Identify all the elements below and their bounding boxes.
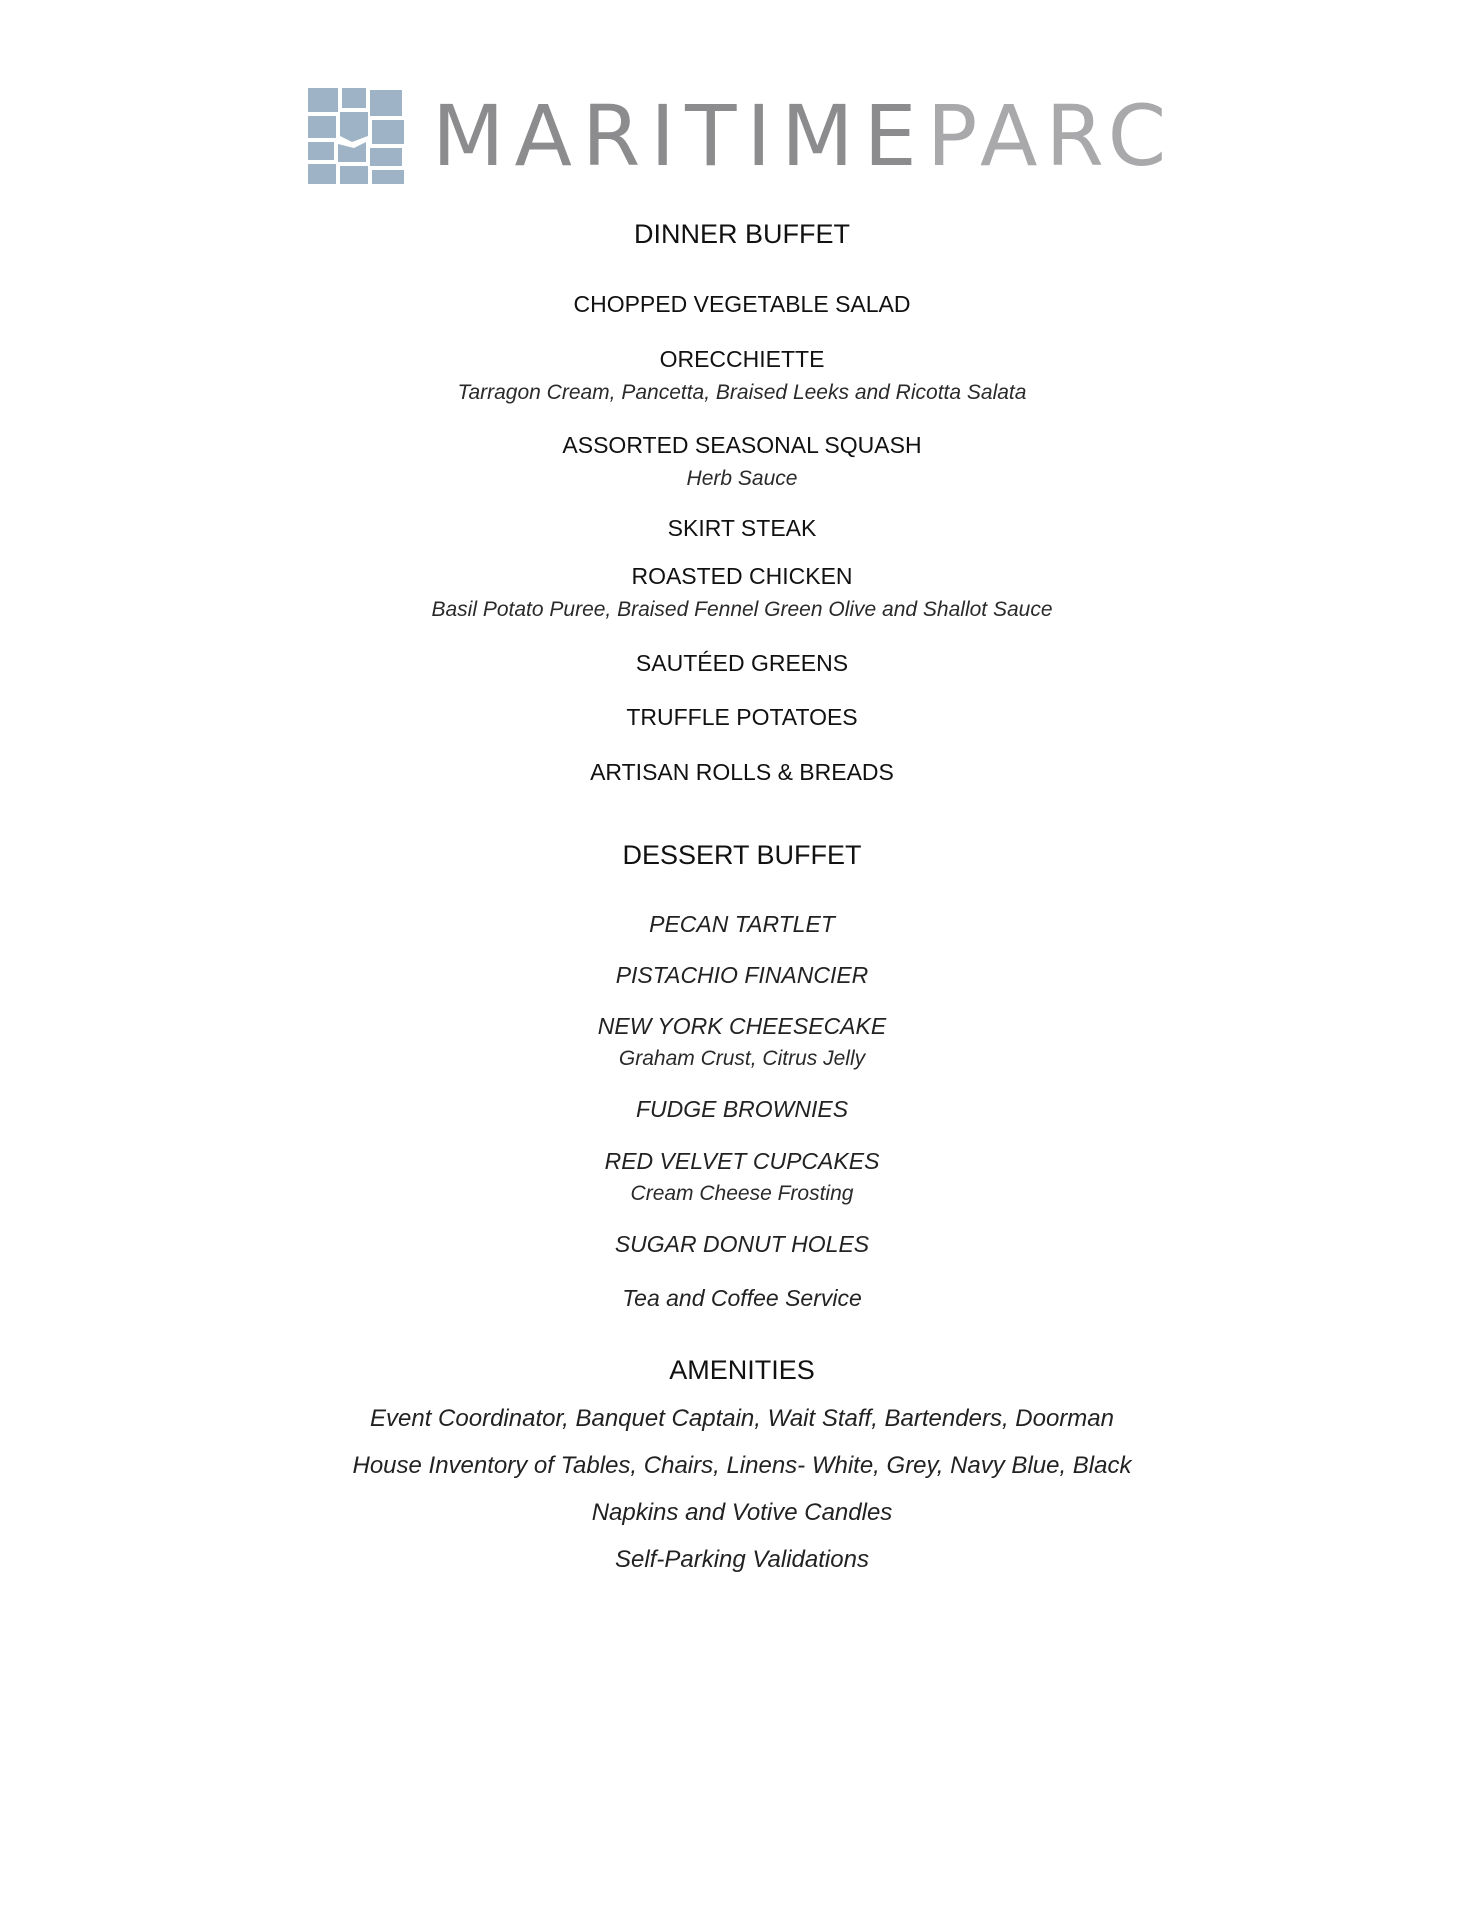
dinner-item-name: SAUTÉED GREENS	[635, 650, 849, 676]
dinner-item-name: SKIRT STEAK	[667, 515, 817, 541]
dinner-item-name: ROASTED CHICKEN	[631, 563, 853, 589]
dessert-item-name: FUDGE BROWNIES	[635, 1096, 849, 1122]
dessert-item-name: PISTACHIO FINANCIER	[615, 962, 869, 988]
dessert-item-description: Cream Cheese Frosting	[630, 1182, 854, 1205]
dinner-item-name: ORECCHIETTE	[659, 346, 825, 372]
dessert-buffet-title: DESSERT BUFFET	[622, 840, 862, 870]
dessert-item-name: RED VELVET CUPCAKES	[604, 1148, 880, 1174]
logo-word-parc: PARC	[926, 87, 1175, 185]
maritime-parc-logo	[306, 86, 1186, 186]
dinner-item-name: CHOPPED VEGETABLE SALAD	[573, 291, 911, 317]
logo-word-maritime: MARITIME	[432, 87, 927, 185]
dinner-item-description: Basil Potato Puree, Braised Fennel Green Olive and Shallot Sauce	[431, 598, 1053, 621]
dessert-item-name: NEW YORK CHEESECAKE	[597, 1013, 887, 1039]
amenity-line: Event Coordinator, Banquet Captain, Wait Staff, Bartenders, Doorman	[370, 1405, 1114, 1432]
logo-wordmark	[432, 86, 1174, 186]
amenities-title: AMENITIES	[669, 1355, 815, 1385]
dinner-item-description: Tarragon Cream, Pancetta, Braised Leeks and Ricotta Salata	[457, 381, 1027, 404]
amenity-line: House Inventory of Tables, Chairs, Linens- White, Grey, Navy Blue, Black	[352, 1452, 1132, 1479]
dessert-item-name: PECAN TARTLET	[649, 911, 835, 937]
dessert-item-name: SUGAR DONUT HOLES	[614, 1231, 870, 1257]
amenity-line: Self-Parking Validations	[615, 1546, 869, 1573]
dinner-item-name: TRUFFLE POTATOES	[626, 704, 858, 730]
dessert-item-description: Graham Crust, Citrus Jelly	[618, 1047, 866, 1070]
dinner-item-name: ASSORTED SEASONAL SQUASH	[562, 432, 922, 458]
dinner-item-name: ARTISAN ROLLS & BREADS	[590, 759, 894, 785]
dinner-item-description: Herb Sauce	[686, 467, 798, 490]
maritime-parc-squares-logo-icon	[306, 86, 406, 186]
amenity-line: Napkins and Votive Candles	[591, 1499, 893, 1526]
dinner-buffet-title: DINNER BUFFET	[634, 219, 850, 249]
dessert-item-name: Tea and Coffee Service	[622, 1285, 862, 1311]
